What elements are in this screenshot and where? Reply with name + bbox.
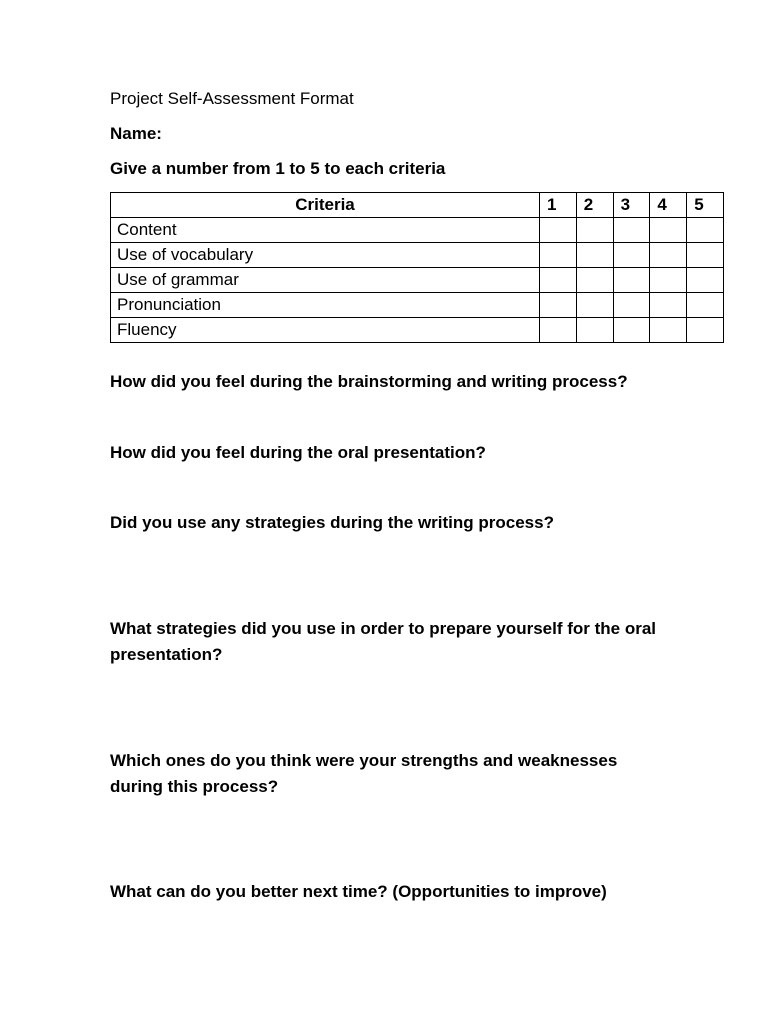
score-cell[interactable]	[576, 318, 613, 343]
score-header-2: 2	[576, 193, 613, 218]
criteria-pronunciation: Pronunciation	[111, 293, 540, 318]
score-cell[interactable]	[613, 243, 650, 268]
question-1: How did you feel during the brainstorming and writing process?	[110, 372, 628, 391]
score-cell[interactable]	[540, 243, 577, 268]
score-cell[interactable]	[576, 243, 613, 268]
instruction-text: Give a number from 1 to 5 to each criteria	[110, 159, 446, 178]
score-cell[interactable]	[613, 318, 650, 343]
score-cell[interactable]	[650, 218, 687, 243]
criteria-grammar: Use of grammar	[111, 268, 540, 293]
score-cell[interactable]	[613, 218, 650, 243]
criteria-vocabulary: Use of vocabulary	[111, 243, 540, 268]
table-row	[111, 318, 724, 343]
document-title: Project Self-Assessment Format	[110, 89, 354, 108]
score-cell[interactable]	[576, 268, 613, 293]
question-4: What strategies did you use in order to prepare yourself for the oral presentation?	[110, 619, 656, 664]
table-row	[111, 243, 724, 268]
name-label: Name:	[110, 124, 162, 143]
score-cell[interactable]	[650, 243, 687, 268]
score-cell[interactable]	[650, 318, 687, 343]
score-cell[interactable]	[687, 293, 724, 318]
question-6: What can do you better next time? (Opportunities to improve)	[110, 882, 607, 901]
question-3: Did you use any strategies during the writing process?	[110, 513, 554, 532]
question-2: How did you feel during the oral presentation?	[110, 443, 486, 462]
score-cell[interactable]	[540, 268, 577, 293]
score-cell[interactable]	[650, 293, 687, 318]
table-row	[111, 218, 724, 243]
score-cell[interactable]	[576, 293, 613, 318]
score-header-3: 3	[613, 193, 650, 218]
criteria-fluency: Fluency	[111, 318, 540, 343]
table-row	[111, 293, 724, 318]
table-row	[111, 268, 724, 293]
score-cell[interactable]	[576, 218, 613, 243]
score-cell[interactable]	[540, 318, 577, 343]
score-header-4: 4	[650, 193, 687, 218]
score-header-5: 5	[687, 193, 724, 218]
score-header-1: 1	[540, 193, 577, 218]
score-cell[interactable]	[613, 268, 650, 293]
score-cell[interactable]	[613, 293, 650, 318]
question-5: Which ones do you think were your strengths and weaknesses during this process?	[110, 751, 618, 796]
score-cell[interactable]	[687, 243, 724, 268]
criteria-table	[110, 192, 724, 343]
score-cell[interactable]	[650, 268, 687, 293]
criteria-header: Criteria	[111, 193, 540, 218]
score-cell[interactable]	[687, 318, 724, 343]
criteria-content: Content	[111, 218, 540, 243]
score-cell[interactable]	[687, 218, 724, 243]
table-header-row	[111, 193, 724, 218]
score-cell[interactable]	[540, 218, 577, 243]
score-cell[interactable]	[540, 293, 577, 318]
score-cell[interactable]	[687, 268, 724, 293]
